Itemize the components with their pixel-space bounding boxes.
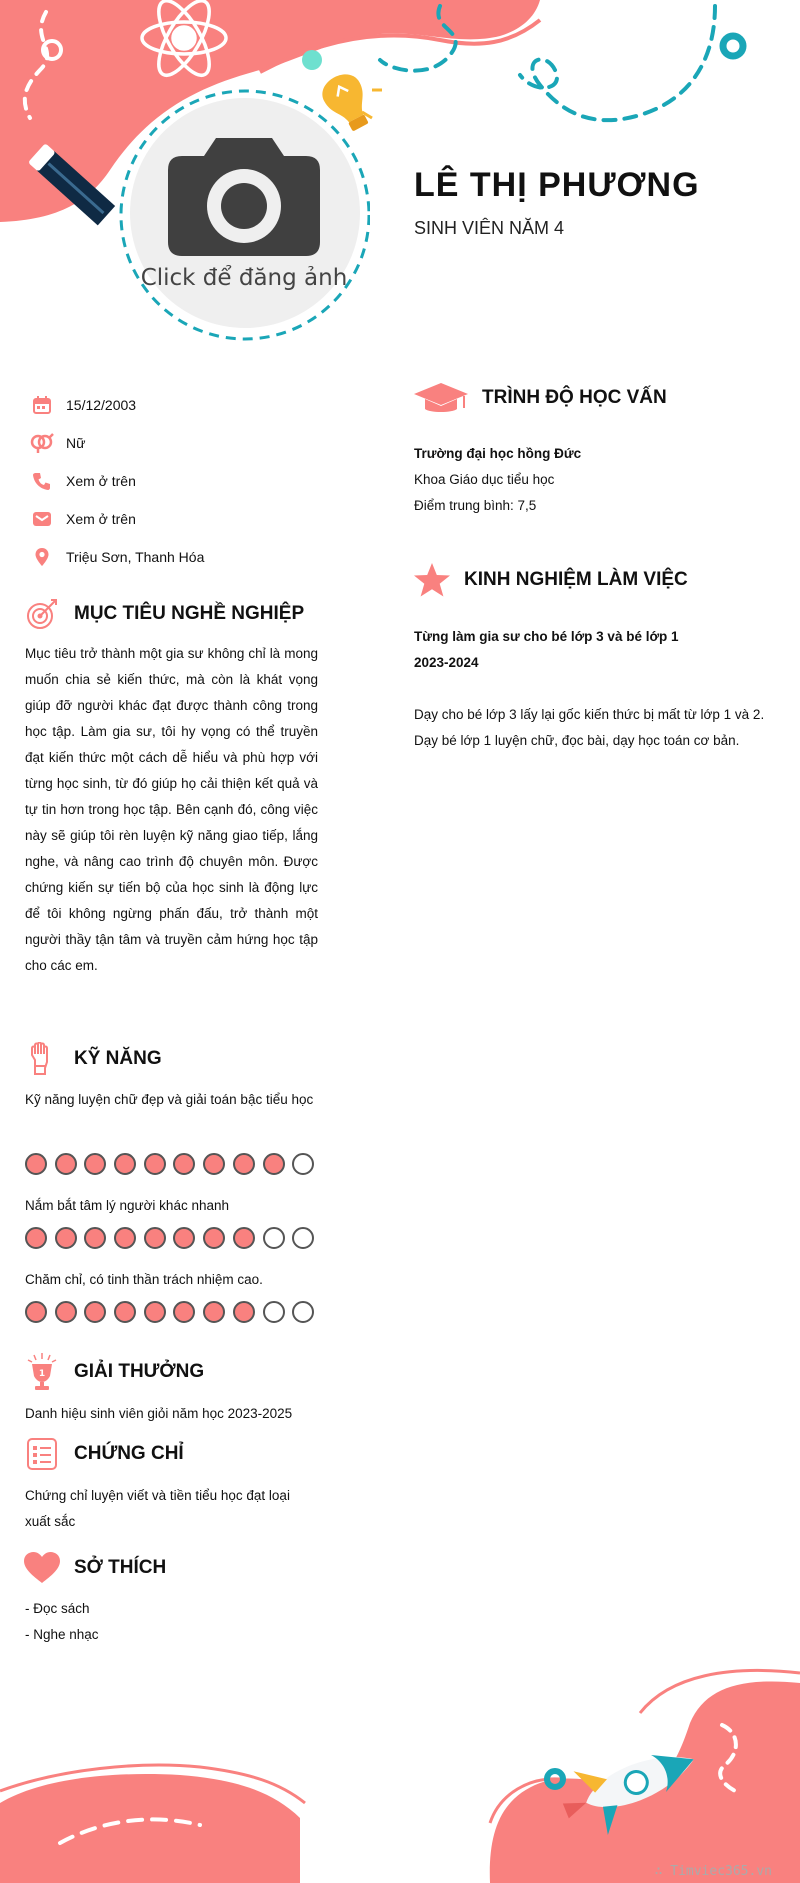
email-row (28, 500, 204, 538)
email-icon (28, 508, 56, 530)
rating-dot-filled (25, 1301, 47, 1323)
hobby-item-2: - Nghe nhạc (25, 1627, 99, 1642)
rating-dot-filled (144, 1153, 166, 1175)
avatar-upload-text: Click để đăng ảnh (140, 265, 348, 291)
rating-dot-filled (55, 1227, 77, 1249)
skill-rating-3[interactable] (25, 1301, 322, 1323)
skills-title: KỸ NĂNG (74, 1048, 162, 1069)
rating-dot-filled (203, 1227, 225, 1249)
heart-icon (22, 1550, 62, 1586)
rating-dot-filled (114, 1227, 136, 1249)
rating-dot-empty (263, 1227, 285, 1249)
hobbies-title: SỞ THÍCH (74, 1557, 167, 1578)
birthday-value[interactable]: 15/12/2003 (66, 397, 137, 413)
education-faculty: Khoa Giáo dục tiểu học (414, 472, 555, 487)
experience-desc-2: Dạy bé lớp 1 luyện chữ, đọc bài, dạy học toán cơ bản. (414, 733, 740, 748)
location-pin-icon (28, 546, 56, 568)
rating-dot-filled (84, 1301, 106, 1323)
awards-header (22, 1354, 204, 1390)
rating-dot-filled (114, 1301, 136, 1323)
trophy-icon (22, 1354, 62, 1390)
rating-dot-filled (173, 1227, 195, 1249)
experience-title: KINH NGHIỆM LÀM VIỆC (464, 569, 688, 590)
rating-dot-filled (233, 1153, 255, 1175)
rating-dot-filled (203, 1153, 225, 1175)
education-gpa: Điểm trung bình: 7,5 (414, 498, 537, 513)
address-value[interactable]: Triệu Sơn, Thanh Hóa (66, 549, 205, 565)
hand-icon (22, 1041, 62, 1077)
rating-dot-filled (233, 1301, 255, 1323)
rating-dot-filled (144, 1227, 166, 1249)
address-row (28, 538, 204, 576)
phone-icon (28, 470, 56, 492)
candidate-position[interactable]: SINH VIÊN NĂM 4 (414, 218, 565, 238)
camera-icon (166, 124, 322, 264)
skill-label-1[interactable]: Kỹ năng luyện chữ đẹp và giải toán bậc tiểu học (25, 1092, 314, 1107)
rating-dot-empty (263, 1301, 285, 1323)
rating-dot-empty (292, 1301, 314, 1323)
awards-title: GIẢI THƯỞNG (74, 1361, 205, 1382)
certificates-header (22, 1436, 184, 1472)
education-header (412, 380, 667, 416)
rating-dot-filled (55, 1301, 77, 1323)
experience-desc-1: Dạy cho bé lớp 3 lấy lại gốc kiến thức bị mất từ lớp 1 và 2. (414, 707, 765, 722)
experience-details[interactable] (414, 624, 764, 754)
certificates-text[interactable]: Chứng chỉ luyện viết và tiền tiểu học đạt loại xuất sắc (25, 1488, 290, 1529)
objective-header (22, 596, 304, 632)
phone-value[interactable]: Xem ở trên (66, 473, 136, 489)
rating-dot-filled (55, 1153, 77, 1175)
email-value[interactable]: Xem ở trên (66, 511, 136, 527)
rating-dot-empty (292, 1227, 314, 1249)
rating-dot-filled (203, 1301, 225, 1323)
skill-rating-1[interactable] (25, 1153, 322, 1175)
candidate-name[interactable]: LÊ THỊ PHƯƠNG (414, 166, 700, 204)
target-icon (22, 596, 62, 632)
bottom-decoration (0, 1593, 800, 1883)
rating-dot-filled (144, 1301, 166, 1323)
objective-text[interactable]: Mục tiêu trở thành một gia sư không chỉ là mong muốn chia sẻ kiến thức, mà còn là khát vọng giúp đỡ người khác đạt được thành công trong học tập. Làm gia sư, tôi hy vọng có thể truyền đạt kiến thức một cách dễ hiểu và phù hợp với từng học sinh, từ đó giúp họ cải thiện kết quả và tự tin hơn trong học tập. Bên cạnh đó, công việc này sẽ giúp tôi rèn luyện kỹ năng giao tiếp, lắng nghe, và nâng cao trình độ chuyên môn. Được chứng kiến sự tiến bộ của học sinh là động lực để tôi không ngừng phấn đấu, trở thành một người thầy tận tâm và truyền cảm hứng học tập cho các em. (25, 646, 318, 973)
rating-dot-filled (173, 1301, 195, 1323)
rating-dot-filled (173, 1153, 195, 1175)
experience-header (412, 562, 688, 598)
watermark: ∴ Timviec365.vn (654, 1864, 772, 1879)
awards-text[interactable]: Danh hiệu sinh viên giỏi năm học 2023-2025 (25, 1406, 293, 1421)
experience-role: Từng làm gia sư cho bé lớp 3 và bé lớp 1 (414, 629, 679, 644)
education-details[interactable] (414, 441, 581, 519)
rating-dot-filled (233, 1227, 255, 1249)
skill-label-2[interactable]: Nắm bắt tâm lý người khác nhanh (25, 1198, 229, 1213)
rating-dot-filled (25, 1227, 47, 1249)
education-school: Trường đại học hồng Đức (414, 446, 582, 461)
rating-dot-filled (25, 1153, 47, 1175)
birthday-row (28, 386, 204, 424)
avatar-upload[interactable] (118, 82, 370, 348)
rating-dot-filled (263, 1153, 285, 1175)
hobbies-header (22, 1550, 166, 1586)
skill-label-3[interactable]: Chăm chỉ, có tinh thần trách nhiệm cao. (25, 1272, 263, 1287)
gender-icon (28, 432, 56, 454)
experience-period: 2023-2024 (414, 655, 479, 670)
gender-value[interactable]: Nữ (66, 435, 86, 451)
hobby-item-1: - Đọc sách (25, 1601, 90, 1616)
certificates-title: CHỨNG CHỈ (74, 1443, 184, 1464)
graduation-cap-icon (412, 380, 470, 416)
rating-dot-filled (84, 1227, 106, 1249)
contact-info (28, 386, 204, 576)
certificate-list-icon (22, 1436, 62, 1472)
star-icon (412, 562, 452, 598)
education-title: TRÌNH ĐỘ HỌC VẤN (482, 387, 667, 408)
skill-rating-2[interactable] (25, 1227, 322, 1249)
skills-header (22, 1041, 162, 1077)
gender-row (28, 424, 204, 462)
calendar-icon (28, 394, 56, 416)
svg-text:1: 1 (38, 1369, 46, 1379)
objective-title: MỤC TIÊU NGHỀ NGHIỆP (74, 603, 305, 624)
rating-dot-empty (292, 1153, 314, 1175)
phone-row (28, 462, 204, 500)
rating-dot-filled (114, 1153, 136, 1175)
rating-dot-filled (84, 1153, 106, 1175)
